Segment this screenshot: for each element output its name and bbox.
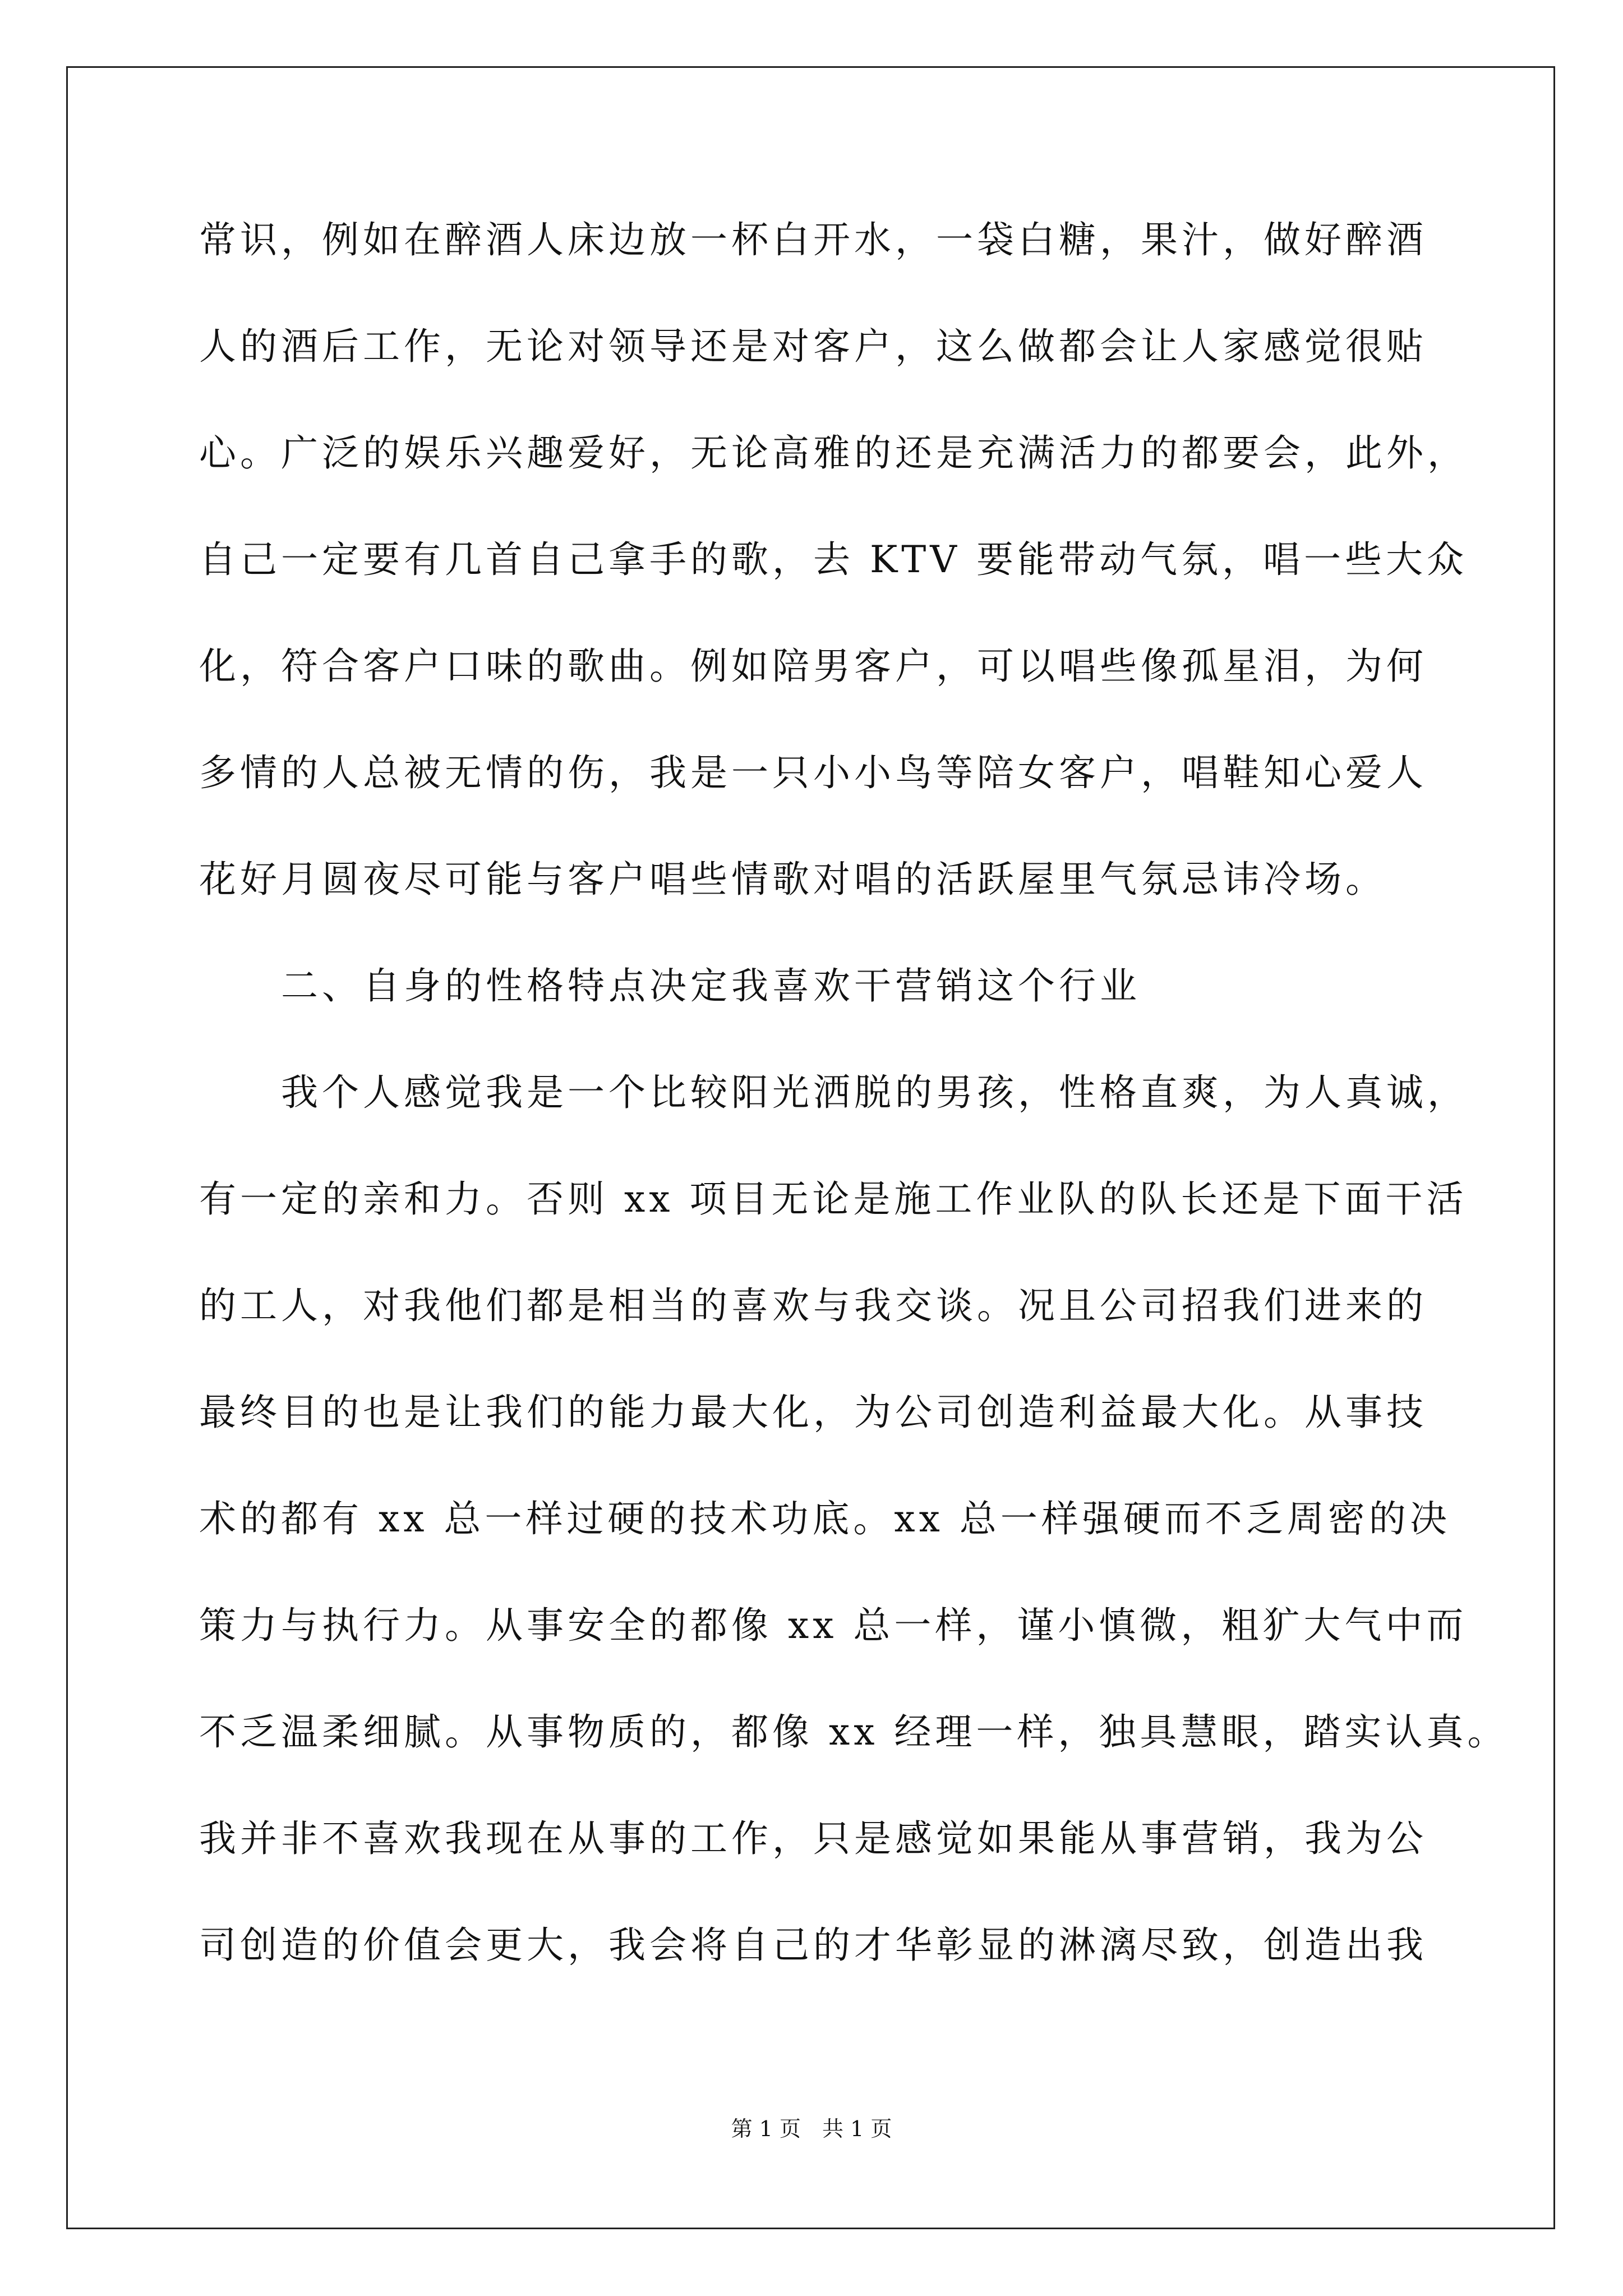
body-line-16: 我并非不喜欢我现在从事的工作，只是感觉如果能从事营销，我为公 xyxy=(199,1817,1427,1860)
body-line-14: 策力与执行力。从事安全的都像 xx 总一样，谨小慎微，粗犷大气中而 xyxy=(199,1604,1468,1647)
body-line-9: 我个人感觉我是一个比较阳光洒脱的男孩，性格直爽，为人真诚， xyxy=(199,1071,1468,1114)
body-line-17: 司创造的价值会更大，我会将自己的才华彰显的淋漓尽致，创造出我 xyxy=(199,1924,1427,1967)
body-line-5: 化，符合客户口味的歌曲。例如陪男客户，可以唱些像孤星泪，为何 xyxy=(199,645,1427,688)
section-heading: 二、自身的性格特点决定我喜欢干营销这个行业 xyxy=(199,964,1141,1007)
body-line-13: 术的都有 xx 总一样过硬的技术功底。xx 总一样强硬而不乏周密的决 xyxy=(199,1497,1451,1540)
body-line-10: 有一定的亲和力。否则 xx 项目无论是施工作业队的队长还是下面干活 xyxy=(199,1177,1468,1221)
page-number-footer: 第 1 页 共 1 页 xyxy=(731,2116,892,2141)
page-frame xyxy=(66,66,1555,2229)
body-line-2: 人的酒后工作，无论对领导还是对客户，这么做都会让人家感觉很贴 xyxy=(199,325,1427,368)
body-line-1: 常识，例如在醉酒人床边放一杯白开水，一袋白糖，果汁，做好醉酒 xyxy=(199,218,1427,261)
body-line-3: 心。广泛的娱乐兴趣爱好，无论高雅的还是充满活力的都要会，此外， xyxy=(199,431,1468,475)
body-line-4: 自己一定要有几首自己拿手的歌，去 KTV 要能带动气氛，唱一些大众 xyxy=(199,538,1468,581)
body-line-12: 最终目的也是让我们的能力最大化，为公司创造利益最大化。从事技 xyxy=(199,1391,1427,1434)
body-line-15: 不乏温柔细腻。从事物质的，都像 xx 经理一样，独具慧眼，踏实认真。 xyxy=(199,1710,1509,1754)
body-line-7: 花好月圆夜尽可能与客户唱些情歌对唱的活跃屋里气氛忌讳冷场。 xyxy=(199,858,1386,901)
body-line-6: 多情的人总被无情的伤，我是一只小小鸟等陪女客户，唱鞋知心爱人 xyxy=(199,751,1427,794)
body-line-11: 的工人，对我他们都是相当的喜欢与我交谈。况且公司招我们进来的 xyxy=(199,1284,1427,1327)
